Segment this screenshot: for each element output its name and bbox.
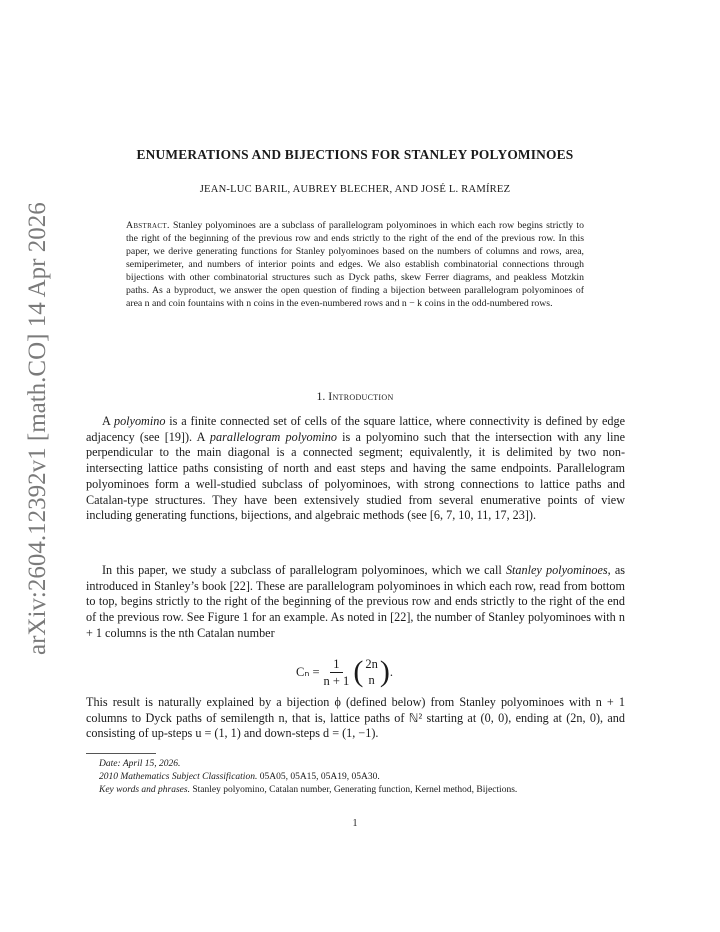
abstract-label: Abstract. <box>126 220 170 231</box>
text-run: , as introduced in Stanley’s book [22]. These are parallelogram polyominoes in which each row, read from bottom to top, begins strictly to the right of the beginning of the previous row and ends strictly to the right of the end of the previous row. See Figure 1 for an example. As noted in [22], the number of Stanley polyominoes with n + 1 columns is the nth Catalan number <box>86 563 625 640</box>
page-number: 1 <box>352 818 358 829</box>
footnotes <box>86 758 625 797</box>
section-number: 1. <box>316 389 326 403</box>
footnote-rule <box>86 753 156 754</box>
formula-fraction <box>324 656 350 689</box>
keywords-value: Stanley polyomino, Catalan number, Generating function, Kernel method, Bijections. <box>189 785 518 795</box>
footnote-msc <box>86 771 625 784</box>
text-run: In this paper, we study a subclass of parallelogram polyominoes, which we call <box>102 563 506 577</box>
section-title: Introduction <box>328 389 394 403</box>
msc-label: 2010 Mathematics Subject Classification. <box>99 772 258 782</box>
term-polyomino: polyomino <box>113 414 166 428</box>
paper-title: ENUMERATIONS AND BIJECTIONS FOR STANLEY POLYOMINOES <box>136 147 574 162</box>
text-run: is a finite connected set of cells of the square lattice, where connectivity is defined by edge adjacency (see [19]). A <box>86 414 625 444</box>
msc-value: 05A05, 05A15, 05A19, 05A30. <box>257 772 380 782</box>
binomial-coefficient: ( 2n n ) <box>353 655 390 688</box>
abstract <box>126 219 584 310</box>
catalan-formula <box>296 652 393 692</box>
date-text: Date: April 15, 2026. <box>99 759 181 769</box>
arxiv-identifier-stamp: arXiv:2604.12392v1 [math.CO] 14 Apr 2026 <box>24 202 51 655</box>
footnote-keywords <box>86 784 625 797</box>
binomial-top: 2n <box>365 657 378 671</box>
paragraph-2 <box>86 563 625 642</box>
formula-lhs: Cₙ = <box>296 665 320 679</box>
paragraph-3-text: This result is naturally explained by a bijection ϕ (defined below) from Stanley polyominoes with n + 1 columns to Dyck paths of semilength n, that is, lattice paths of ℕ² starting at (0, 0), ending at (2n, 0), and consisting of up-steps u = (1, 1) and down-steps d = (1, −1). <box>86 695 625 741</box>
paragraph-1 <box>86 414 625 524</box>
text-run: A <box>102 414 114 428</box>
formula-trail: . <box>389 664 393 679</box>
keywords-label: Key words and phrases. <box>99 785 190 795</box>
footnote-date <box>86 758 625 771</box>
text-run: is a polyomino such that the intersection with any line perpendicular to the main diagonal is a connected segment; equivalently, it is delimited by two non-intersecting lattice paths consisting of north and east steps and having the same endpoints. Parallelogram polyominoes form a well-studied subclass of polyominoes, with strong connections to lattice paths and Catalan-type structures. They have been extensively studied from several enumerative points of view including generating functions, bijections, and algebraic methods (see [6, 7, 10, 11, 17, 23]). <box>86 429 625 523</box>
binomial-bottom: n <box>368 673 375 687</box>
author-list: JEAN-LUC BARIL, AUBREY BLECHER, AND JOSÉ L. RAMÍREZ <box>199 184 511 195</box>
paragraph-3 <box>86 695 625 742</box>
term-parallelogram-polyomino: parallelogram polyomino <box>209 429 337 444</box>
term-stanley-polyominoes: Stanley polyominoes <box>505 563 608 577</box>
fraction-numerator: 1 <box>330 656 342 673</box>
fraction-denominator: n + 1 <box>323 673 350 688</box>
abstract-text: Stanley polyominoes are a subclass of parallelogram polyominoes in which each row begins strictly to the right of the beginning of the previous row and ends strictly to the right of the end of the previous row. In this paper, we derive generating functions for Stanley polyominoes based on the numbers of columns and rows, area, semiperimeter, and numbers of interior points and edges. We also establish combinatorial connections through bijections with other combinatorial structures such as Dyck paths, skew Ferrer diagrams, and peakless Motzkin paths. As a byproduct, we answer the open question of finding a bijection between parallelogram polyominoes of area n and coin fountains with n coins in the even-numbered rows and n − k coins in the odd-numbered rows. <box>126 220 585 309</box>
section-heading <box>80 389 630 404</box>
